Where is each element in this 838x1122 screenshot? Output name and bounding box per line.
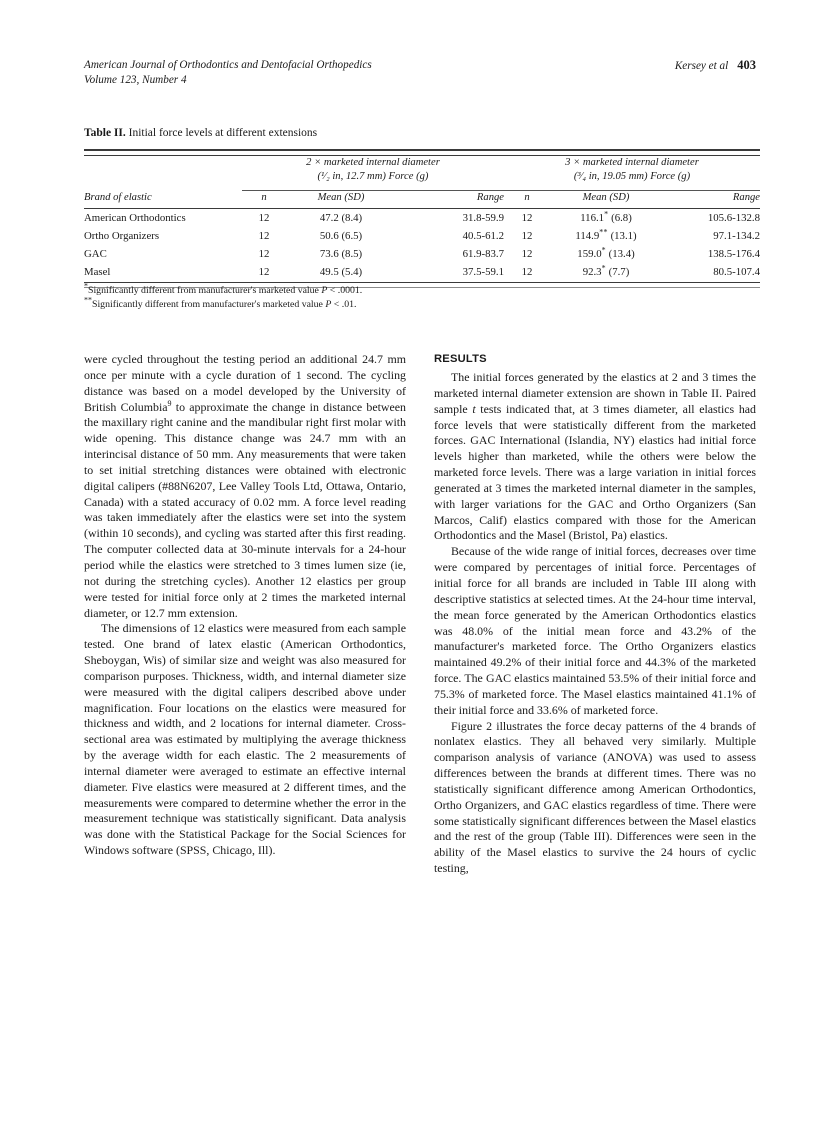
cell-mean-3x-value: 92.3 [582, 266, 602, 279]
col-header-range-2x: Range [476, 192, 504, 203]
page-number: 403 [737, 58, 756, 72]
table-row [84, 264, 760, 283]
journal-volume-issue: Volume 123, Number 4 [84, 73, 187, 86]
cell-n-3x: 12 [521, 229, 533, 242]
significance-marker: * [601, 263, 606, 273]
paragraph-text-continued: to approximate the change in distance between the maxillary right canine and the mandibular right first molar with wide opening. This distance change was 24.7 mm with an interincisal distance of 50 mm. Any measurements that were taken to set initial stretching distances were obtained with electronic digital calipers (#88N6207, Lee Valley Tools Ltd, Ottawa, Ontario, Canada) with a stated accuracy of 0.02 mm. A force level reading was taken immediately after the elastics were set into the system (within 10 seconds), and cycling was started after this first reading. The computer collected data at 30-minute intervals for a 24-hour period while the elastics were stretched to 3 times lumen size (ie, not during the stretching cycles). Another 12 elastics per group were tested for initial force only at 2 times the marketed internal diameter, or 12.7 mm extension. [84, 399, 406, 620]
table-row [84, 245, 760, 263]
cell-range-2x: 31.8-59.9 [462, 211, 504, 224]
spanner-3x-line2: (³⁄₄ in, 19.05 mm) Force (g) [573, 171, 691, 182]
footnote-marker: ** [84, 295, 92, 305]
footnote-text: Significantly different from manufacturer's marketed value [88, 285, 322, 296]
cell-n-2x: 12 [258, 229, 270, 242]
significance-marker: * [604, 208, 609, 218]
paragraph-dimensions: The dimensions of 12 elastics were measured from each sample tested. One brand of latex elastic (American Orthodontics, Sheboygan, Wis) of similar size and weight was also measured for comparison purposes. Thickness, width, and internal diameter size were measured with the digital calipers described above under magnification. Four locations on the elastics were measured for thickness and width, and 2 locations for internal diameter. Cross-sectional area was estimated by multiplying the average thickness by the average width for each elastic. The 2 measurements of internal diameter were averaged to estimate an effective internal diameter. Five elastics were measured at 2 different times, and the measurements were compared to determine whether the error in the measurement technique was statistically significant. Data analysis was done with the Statistical Package for the Social Sciences for Windows software (SPSS, Chicago, Ill). [84, 621, 406, 858]
cell-n-3x: 12 [521, 266, 533, 279]
cell-mean-2x: 49.5 (5.4) [319, 266, 363, 279]
cell-brand: Masel [84, 266, 111, 279]
cell-range-3x: 80.5-107.4 [713, 266, 760, 279]
cell-brand: GAC [84, 247, 107, 260]
cell-mean-3x-value: 114.9 [575, 229, 600, 242]
footnote-double-asterisk [84, 295, 604, 312]
paragraph-percentages: Because of the wide range of initial forces, decreases over time were compared by percentages of initial force. Percentages of initial force for all brands are included in Table III along with descriptive statistics at selected times. At the 24-hour time interval, the mean force generated by the American Orthodontics elastics was 48.0% of the initial mean force and 43.2% of the manufacturer's marketed force. The Ortho Organizers elastics maintained 49.2% of their initial force and 44.3% of the marketed force. The GAC elastics maintained 53.5% of their initial force and 75.3% of marketed force. The Masel elastics maintained 41.1% of their initial force and 33.6% of marketed force. [434, 544, 756, 717]
cell-range-3x: 105.6-132.8 [707, 211, 760, 224]
t-test-symbol: t [472, 401, 476, 416]
table-caption [84, 126, 760, 141]
cell-sd-3x: (6.8) [611, 211, 632, 224]
footnote-single-asterisk [84, 281, 604, 298]
paragraph-text: were cycled throughout the testing period an additional 24.7 mm once per minute with a cycle duration of 1 second. The cycling distance was based on a model developed by the University of British Columbia [84, 352, 406, 414]
cell-mean-3x [550, 227, 662, 245]
spanner-2x-line1: 2 × marketed internal diameter [306, 157, 440, 168]
cell-mean-3x [550, 264, 662, 283]
citation-superscript: 9 [167, 398, 172, 408]
col-header-n-3x: n [524, 192, 530, 203]
cell-mean-3x [550, 245, 662, 263]
section-heading-results: RESULTS [434, 353, 487, 365]
cell-range-2x: 40.5-61.2 [462, 229, 504, 242]
paragraph-text-continued: tests indicated that, at 3 times diameter, all elastics had force levels that were statistically different from the marketed forces. GAC International (Islandia, NY) elastics had initial force levels higher than marketed, while the others were below the marketed force levels. There was a large variation in initial forces generated at 3 times the marketed internal diameter in the samples, with larger variations for the GAC and Ortho Organizers (San Marcos, Calif) elastics compared with those for the American Orthodontics and the Masel (Bristol, Pa) elastics. [434, 401, 756, 543]
journal-title: American Journal of Orthodontics and Dentofacial Orthopedics [84, 59, 372, 71]
cell-mean-2x: 73.6 (8.5) [319, 247, 363, 260]
col-header-n-2x: n [261, 192, 267, 203]
cell-mean-3x [550, 209, 662, 228]
cell-n-2x: 12 [258, 247, 270, 260]
table-column-headers [84, 191, 760, 206]
cell-range-3x: 97.1-134.2 [713, 229, 760, 242]
running-head-authors-page [675, 58, 756, 74]
footnote-p-symbol: P [321, 285, 328, 296]
cell-mean-2x: 50.6 (6.5) [319, 229, 363, 242]
table-ii-container [84, 126, 760, 288]
cell-range-2x: 37.5-59.1 [462, 266, 504, 279]
col-header-mean-3x: Mean (SD) [582, 192, 630, 203]
body-column-right [434, 352, 756, 877]
table-ii [84, 149, 760, 288]
running-head-journal [84, 58, 372, 87]
col-header-brand: Brand of elastic [84, 192, 152, 203]
cell-brand: Ortho Organizers [84, 229, 160, 242]
significance-marker: ** [599, 227, 608, 237]
cell-mean-2x: 47.2 (8.4) [319, 211, 363, 224]
cell-n-2x: 12 [258, 266, 270, 279]
table-row [84, 209, 760, 228]
cell-brand: American Orthodontics [84, 211, 186, 224]
footnote-p-value: < .0001. [327, 285, 363, 296]
significance-marker: * [601, 245, 606, 255]
cell-sd-3x: (7.7) [608, 266, 630, 279]
cell-n-3x: 12 [521, 211, 533, 224]
cell-n-3x: 12 [521, 247, 533, 260]
running-head [84, 58, 756, 87]
cell-range-3x: 138.5-176.4 [707, 247, 760, 260]
spanner-3x-line1: 3 × marketed internal diameter [565, 157, 699, 168]
cell-mean-3x-value: 159.0 [577, 247, 602, 260]
paragraph-methods-continued [84, 352, 406, 621]
spanner-3x [504, 156, 760, 185]
footnote-p-value: < .01. [331, 299, 357, 310]
col-header-mean-2x: Mean (SD) [317, 192, 365, 203]
spanner-2x-line2: (¹⁄₂ in, 12.7 mm) Force (g) [317, 171, 429, 182]
paragraph-text: The initial forces generated by the elastics at 2 and 3 times the marketed internal diameter extension are shown in Table II. Paired sample [434, 370, 756, 416]
col-header-range-3x: Range [732, 192, 760, 203]
table-spanner-row [84, 156, 760, 185]
footnote-text: Significantly different from manufacturer's marketed value [92, 299, 326, 310]
cell-sd-3x: (13.1) [610, 229, 637, 242]
cell-n-2x: 12 [258, 211, 270, 224]
cell-sd-3x: (13.4) [608, 247, 635, 260]
body-column-left [84, 352, 406, 859]
paragraph-force-decay: Figure 2 illustrates the force decay patterns of the 4 brands of nonlatex elastics. They all behaved very similarly. Multiple comparison analysis of variance (ANOVA) was used to assess differences between the brands at different times. There was no statistically significant difference among American Orthodontics, Ortho Organizers, and GAC elastics regardless of time. There were some statistically significant differences between the Masel elastics and the rest of the group (Table III). Differences were seen in the ability of the Masel elastics to survive the 24 hours of cyclic testing, [434, 718, 756, 876]
paragraph-initial-forces [434, 370, 756, 544]
table-caption-text: Initial force levels at different extensions [128, 127, 318, 139]
footnote-marker: * [84, 281, 88, 291]
cell-range-2x: 61.9-83.7 [462, 247, 504, 260]
cell-mean-3x-value: 116.1 [580, 211, 605, 224]
spanner-2x [242, 156, 504, 185]
table-row [84, 227, 760, 245]
running-head-authors: Kersey et al [674, 60, 729, 72]
footnote-p-symbol: P [325, 299, 332, 310]
table-label: Table II. [84, 127, 126, 139]
table-footnotes [84, 281, 604, 312]
